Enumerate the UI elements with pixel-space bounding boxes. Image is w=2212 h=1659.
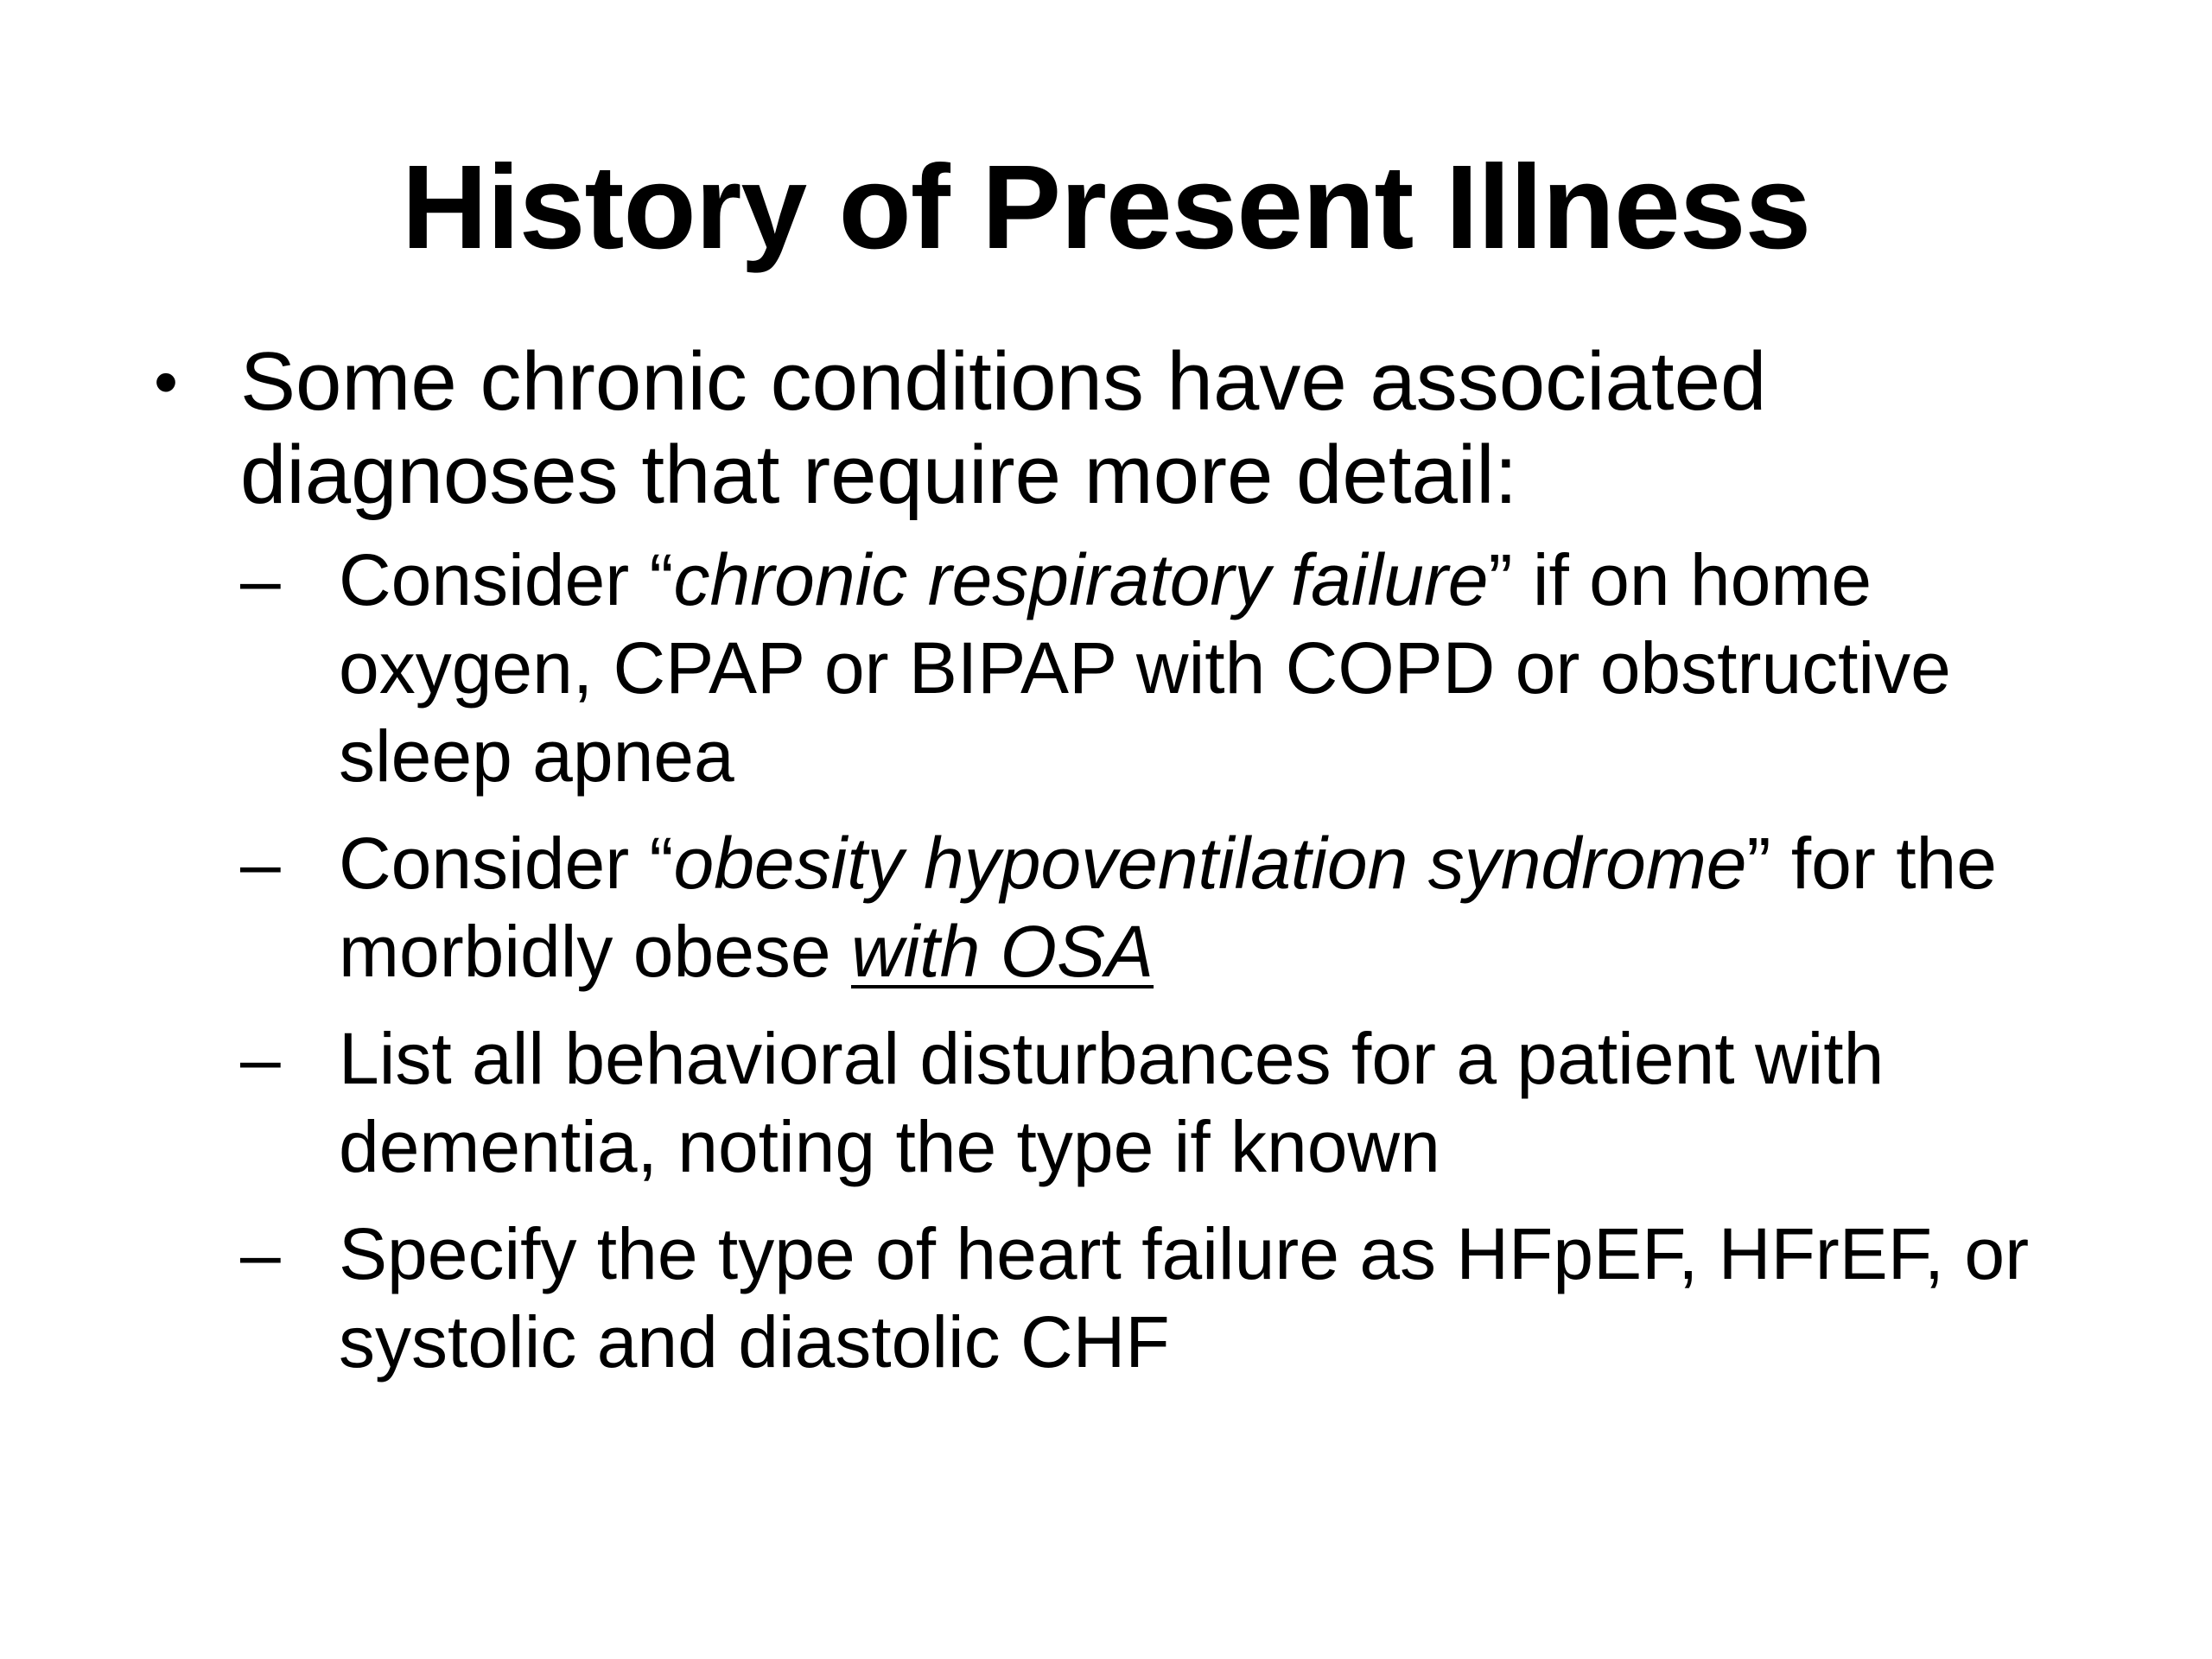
sub-item-text-suffix: ” for the morbidly obese <box>339 823 1997 992</box>
sub-item-chronic-respiratory-failure <box>240 536 2141 800</box>
bullet-marker: • <box>154 343 179 420</box>
sub-item-italic-term: obesity hypoventilation syndrome <box>673 823 1747 904</box>
sub-item-text-suffix: ” if on home oxygen, CPAP or BIPAP with COPD or obstructive sleep apnea <box>339 539 1951 797</box>
bullet-list <box>154 335 2141 1405</box>
sub-item-text-prefix: Consider “ <box>339 823 674 904</box>
dash-marker: – <box>240 539 281 620</box>
dash-marker: – <box>240 823 281 904</box>
slide-title: History of Present Illness <box>401 141 1811 274</box>
dash-marker: – <box>240 1213 281 1294</box>
sub-item-text: Specify the type of heart failure as HFpEF, HFrEF, or systolic and diastolic CHF <box>339 1213 2030 1382</box>
sub-item-heart-failure-type <box>240 1210 2141 1386</box>
bullet-text: Some chronic conditions have associated diagnoses that require more detail: <box>240 335 1767 521</box>
sub-list <box>240 536 2141 1386</box>
sub-item-text: List all behavioral disturbances for a patient with dementia, noting the type if known <box>339 1018 1885 1187</box>
sub-item-obesity-hypoventilation <box>240 819 2141 995</box>
sub-item-italic-term: chronic respiratory failure <box>673 539 1489 620</box>
sub-item-text-prefix: Consider “ <box>339 539 674 620</box>
sub-item-behavioral-disturbances <box>240 1014 2141 1191</box>
sub-item-underlined-term: with OSA <box>850 911 1154 992</box>
bullet-item <box>154 335 2141 522</box>
dash-marker: – <box>240 1018 281 1099</box>
